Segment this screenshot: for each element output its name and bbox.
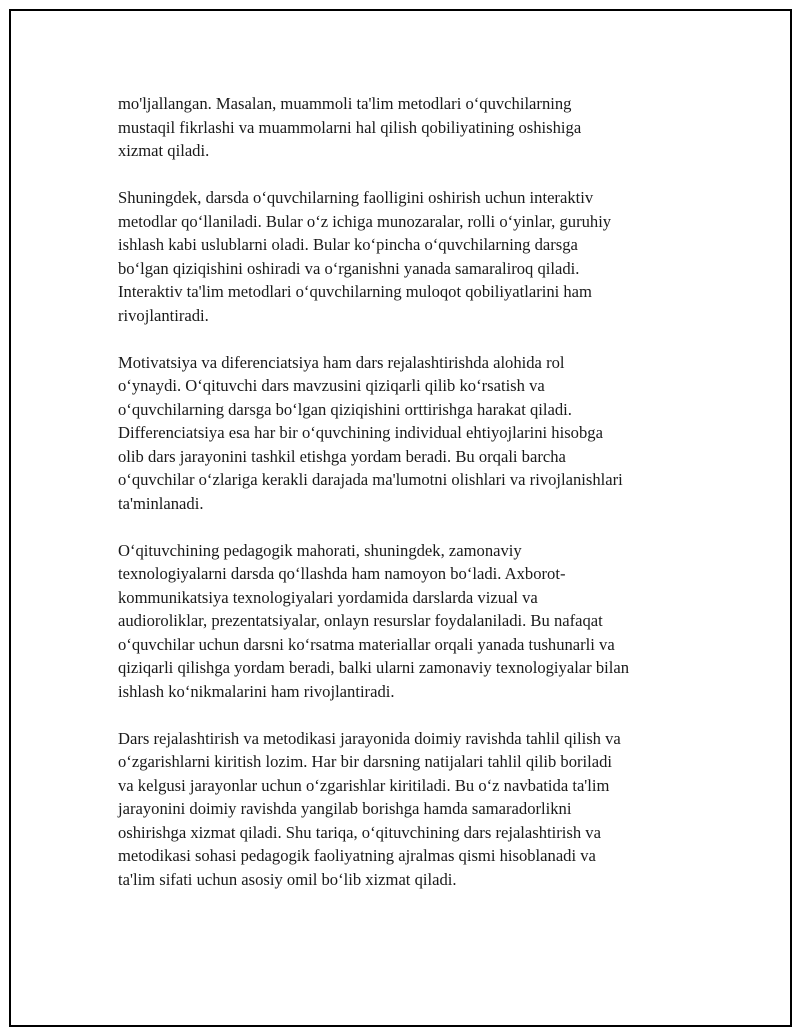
text-line: xizmat qiladi. <box>118 141 210 160</box>
text-line: ishlash kabi uslublarni oladi. Bular ko‘pincha o‘quvchilarning darsga <box>118 235 578 254</box>
text-line: olib dars jarayonini tashkil etishga yordam beradi. Bu orqali barcha <box>118 446 566 466</box>
paragraph-3 <box>118 351 698 516</box>
paragraph-4 <box>118 539 698 704</box>
text-line: ta'minlanadi. <box>118 493 204 513</box>
text-line: Shuningdek, darsda o‘quvchilarning faolligini oshirish uchun interaktiv <box>118 188 594 207</box>
text-line: Dars rejalashtirish va metodikasi jarayonida doimiy ravishda tahlil qilish va <box>118 728 621 748</box>
text-line: bo‘lgan qiziqishini oshiradi va o‘rganishni yanada samaraliroq qiladi. <box>118 258 580 278</box>
paragraph-1 <box>118 92 698 163</box>
text-line: o‘quvchilarning darsga bo‘lgan qiziqishini orttirishga harakat qiladi. <box>118 399 572 419</box>
text-line: kommunikatsiya texnologiyalari yordamida darslarda vizual va <box>118 587 538 607</box>
text-line: o‘quvchilar uchun darsni ko‘rsatma materiallar orqali yanada tushunarli va <box>118 634 615 654</box>
text-line: mustaqil fikrlashi va muammolarni hal qilish qobiliyatining oshishiga <box>118 117 582 137</box>
paragraph-2 <box>118 186 698 327</box>
document-body <box>118 92 698 915</box>
text-line: o‘ynaydi. O‘qituvchi dars mavzusini qiziqarli qilib ko‘rsatish va <box>118 376 545 395</box>
text-line: va kelgusi jarayonlar uchun o‘zgarishlar kiritiladi. Bu o‘z navbatida ta'lim <box>118 775 610 795</box>
text-line: jarayonini doimiy ravishda yangilab borishga hamda samaradorlikni <box>118 799 572 818</box>
text-line: O‘qituvchining pedagogik mahorati, shuningdek, zamonaviy <box>118 540 522 560</box>
text-line: ta'lim sifati uchun asosiy omil bo‘lib xizmat qiladi. <box>118 869 457 889</box>
text-line: o‘zgarishlarni kiritish lozim. Har bir darsning natijalari tahlil qilib boriladi <box>118 752 613 771</box>
text-line: Motivatsiya va diferenciatsiya ham dars rejalashtirishda alohida rol <box>118 352 565 372</box>
text-line: audioroliklar, prezentatsiyalar, onlayn resurslar foydalaniladi. Bu nafaqat <box>118 611 603 630</box>
text-line: o‘quvchilar o‘zlariga kerakli darajada ma'lumotni olishlari va rivojlanishlari <box>118 470 623 489</box>
text-line: texnologiyalarni darsda qo‘llashda ham namoyon bo‘ladi. Axborot- <box>118 564 566 583</box>
text-line: qiziqarli qilishga yordam beradi, balki ularni zamonaviy texnologiyalar bilan <box>118 658 630 677</box>
text-line: metodikasi sohasi pedagogik faoliyatning ajralmas qismi hisoblanadi va <box>118 846 596 865</box>
text-line: mo'ljallangan. Masalan, muammoli ta'lim metodlari o‘quvchilarning <box>118 94 572 113</box>
text-line: Differenciatsiya esa har bir o‘quvchining individual ehtiyojlarini hisobga <box>118 423 603 442</box>
text-line: rivojlantiradi. <box>118 305 209 325</box>
text-line: ishlash ko‘nikmalarini ham rivojlantiradi. <box>118 681 395 701</box>
text-line: metodlar qo‘llaniladi. Bular o‘z ichiga munozaralar, rolli o‘yinlar, guruhiy <box>118 211 612 231</box>
paragraph-5 <box>118 727 698 892</box>
text-line: Interaktiv ta'lim metodlari o‘quvchilarning muloqot qobiliyatlarini ham <box>118 282 592 301</box>
text-line: oshirishga xizmat qiladi. Shu tariqa, o‘qituvchining dars rejalashtirish va <box>118 822 601 842</box>
